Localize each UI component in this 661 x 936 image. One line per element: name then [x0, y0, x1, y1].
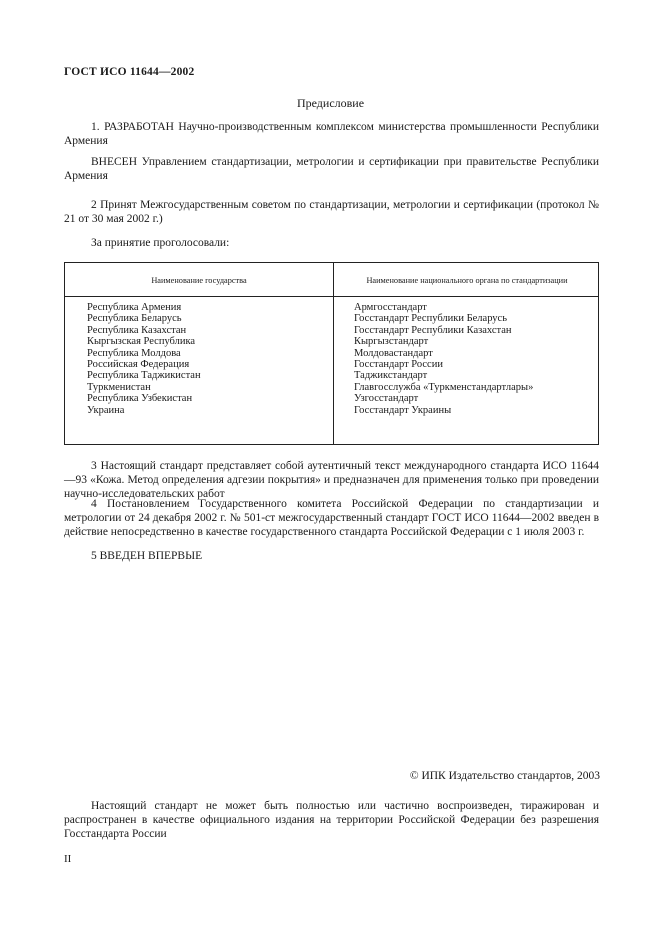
body-item: Узгосстандарт: [354, 393, 419, 405]
document-header: ГОСТ ИСО 11644—2002: [64, 66, 195, 78]
page-title: Предисловие: [296, 96, 365, 110]
state-item: Кыргызская Республика: [87, 336, 196, 348]
state-item: Украина: [87, 404, 125, 416]
state-item: Республика Беларусь: [87, 313, 182, 325]
body-item: Госстандарт Республики Беларусь: [354, 313, 508, 325]
paragraph-introduced: ВНЕСЕН Управлением стандартизации, метрологии и сертификации при правительстве Республики Армения: [64, 156, 599, 182]
body-item: Госстандарт России: [354, 359, 443, 371]
state-item: Республика Казахстан: [87, 324, 187, 336]
table-column-divider: [333, 263, 334, 444]
paragraph-enactment: 4 Постановлением Государственного комитета Российской Федерации по стандартизации и метрологии от 24 декабря 2002 г. № 501-ст межгосударственный стандарт ГОСТ ИСО 11644—2002 введен в действие непосредственно в качестве государственного стандарта Российской Федерации с 1 июля 2003 г.: [64, 498, 599, 538]
table-header-state: Наименование государства: [151, 276, 247, 285]
paragraph-adopted: 2 Принят Межгосударственным советом по стандартизации, метрологии и сертификации (протокол № 21 от 30 мая 2002 г.): [64, 199, 599, 225]
voting-table: [64, 262, 599, 445]
state-item: Туркменистан: [87, 381, 151, 393]
paragraph-reproduction-notice: Настоящий стандарт не может быть полностью или частично воспроизведен, тиражирован и распространен в качестве официального издания на территории Российской Федерации без разрешения Госстандарта России: [64, 800, 599, 840]
body-item: Госстандарт Украины: [354, 404, 452, 416]
state-item: Республика Таджикистан: [87, 370, 201, 382]
body-item: Кыргызстандарт: [354, 336, 429, 348]
paragraph-developed: 1. РАЗРАБОТАН Научно-производственным комплексом министерства промышленности Республики Армения: [64, 121, 599, 147]
body-list: [354, 302, 533, 416]
state-list: [87, 302, 201, 416]
body-item: Госстандарт Республики Казахстан: [354, 324, 512, 336]
body-item: Таджикстандарт: [354, 370, 428, 382]
paragraph-voted: За принятие проголосовали:: [91, 237, 230, 249]
table-header-body: Наименование национального органа по стандартизации: [366, 276, 568, 285]
paragraph-authentic-text: 3 Настоящий стандарт представляет собой аутентичный текст международного стандарта ИСО 11644—93 «Кожа. Метод определения адгезии покрытия» и предназначен для применения только при проведении научно-исследовательских работ: [64, 460, 599, 500]
state-item: Республика Армения: [87, 302, 182, 313]
paragraph-first-introduced: 5 ВВЕДЕН ВПЕРВЫЕ: [91, 550, 203, 562]
body-item: Армгосстандарт: [354, 302, 427, 313]
state-item: Российская Федерация: [87, 359, 190, 371]
page-number: II: [64, 853, 72, 865]
state-item: Республика Узбекистан: [87, 393, 193, 405]
body-item: Главгосслужба «Туркменстандартлары»: [354, 381, 534, 393]
copyright-notice: © ИПК Издательство стандартов, 2003: [409, 770, 600, 782]
table-header-divider: [65, 296, 598, 297]
state-item: Республика Молдова: [87, 347, 181, 359]
body-item: Молдовастандарт: [354, 347, 433, 359]
